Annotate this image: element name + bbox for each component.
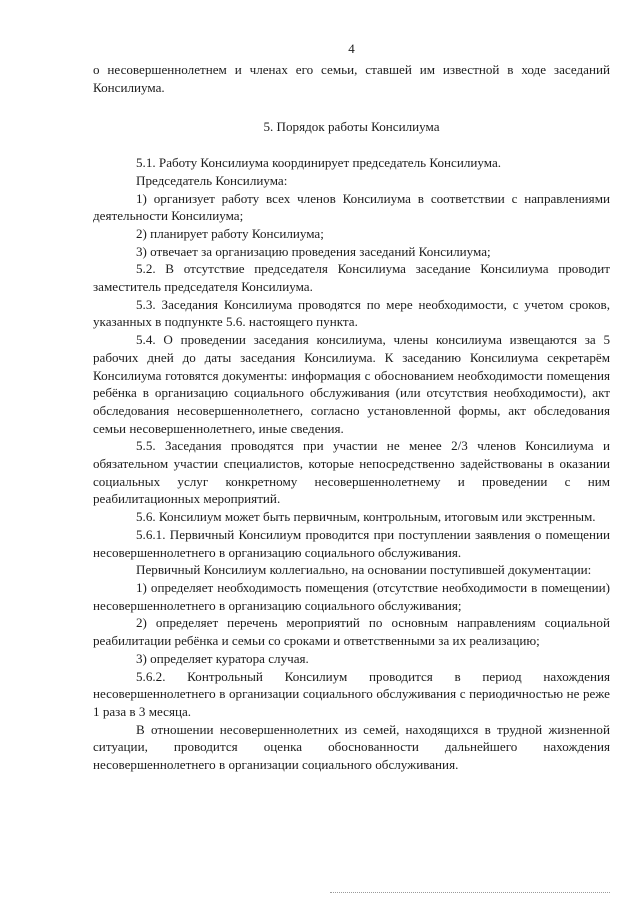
footer-rule <box>330 892 610 893</box>
paragraph: Первичный Консилиум коллегиально, на основании поступившей документации: <box>136 562 592 578</box>
paragraph: 3) отвечает за организацию проведения заседаний Консилиума; <box>136 243 491 259</box>
paragraph: 5.3. Заседания Консилиума проводятся по мере необходимости, с учетом сроков, указанных в подпункте 5.6. настоящего пункта. <box>93 296 610 330</box>
page-number: 4 <box>348 41 355 56</box>
paragraph: 5.4. О проведении заседания консилиума, члены консилиума извещаются за 5 рабочих дней до даты заседания Консилиума. К заседанию Консилиума секретарём Консилиума готовятся документы: информация с обоснованием необходимости помещения ребёнка в организацию социального обслуживания (или отсутствия необходимости), акт обследования несовершеннолетнего, согласно установленной формы, акт обследования семьи несовершеннолетнего, иные сведения. <box>93 332 610 436</box>
paragraph: 5.5. Заседания проводятся при участии не менее 2/3 членов Консилиума и обязательном участии специалистов, которые непосредственно задействованы в оказании социальных услуг конкретному несовершеннолетнему и проведении с ним реабилитационных мероприятий. <box>93 438 610 507</box>
paragraph: 3) определяет куратора случая. <box>136 650 309 666</box>
paragraph: Председатель Консилиума: <box>136 172 288 188</box>
paragraph: 5.6.2. Контрольный Консилиум проводится в период нахождения несовершеннолетнего в организации социального обслуживания с периодичностью не реже 1 раза в 3 месяца. <box>93 668 610 719</box>
paragraph: 2) определяет перечень мероприятий по основным направлениям социальной реабилитации ребёнка и семьи со сроками и ответственными за их реализацию; <box>93 615 610 649</box>
paragraph-continuation: о несовершеннолетнем и членах его семьи, ставшей им известной в ходе заседаний Консилиума. <box>93 62 610 95</box>
paragraph: 2) планирует работу Консилиума; <box>136 225 324 241</box>
section-title: 5. Порядок работы Консилиума <box>263 119 440 135</box>
paragraph: 5.2. В отсутствие председателя Консилиума заседание Консилиума проводит заместитель председателя Консилиума. <box>93 261 610 295</box>
paragraph: 5.6. Консилиум может быть первичным, контрольным, итоговым или экстренным. <box>136 509 596 525</box>
paragraph: 1) определяет необходимость помещения (отсутствие необходимости в помещении) несовершеннолетнего в организацию социального обслуживания; <box>93 579 610 613</box>
paragraph: В отношении несовершеннолетних из семей, находящихся в трудной жизненной ситуации, проводится оценка обоснованности дальнейшего нахождения несовершеннолетнего в организации социального обслуживания. <box>93 721 610 773</box>
paragraph: 1) организует работу всех членов Консилиума в соответствии с направлениями деятельности Консилиума; <box>93 190 610 224</box>
paragraph: 5.1. Работу Консилиума координирует председатель Консилиума. <box>136 155 502 171</box>
paragraph: 5.6.1. Первичный Консилиум проводится при поступлении заявления о помещении несовершеннолетнего в организацию социального обслуживания. <box>93 526 610 560</box>
section-body <box>93 154 610 774</box>
